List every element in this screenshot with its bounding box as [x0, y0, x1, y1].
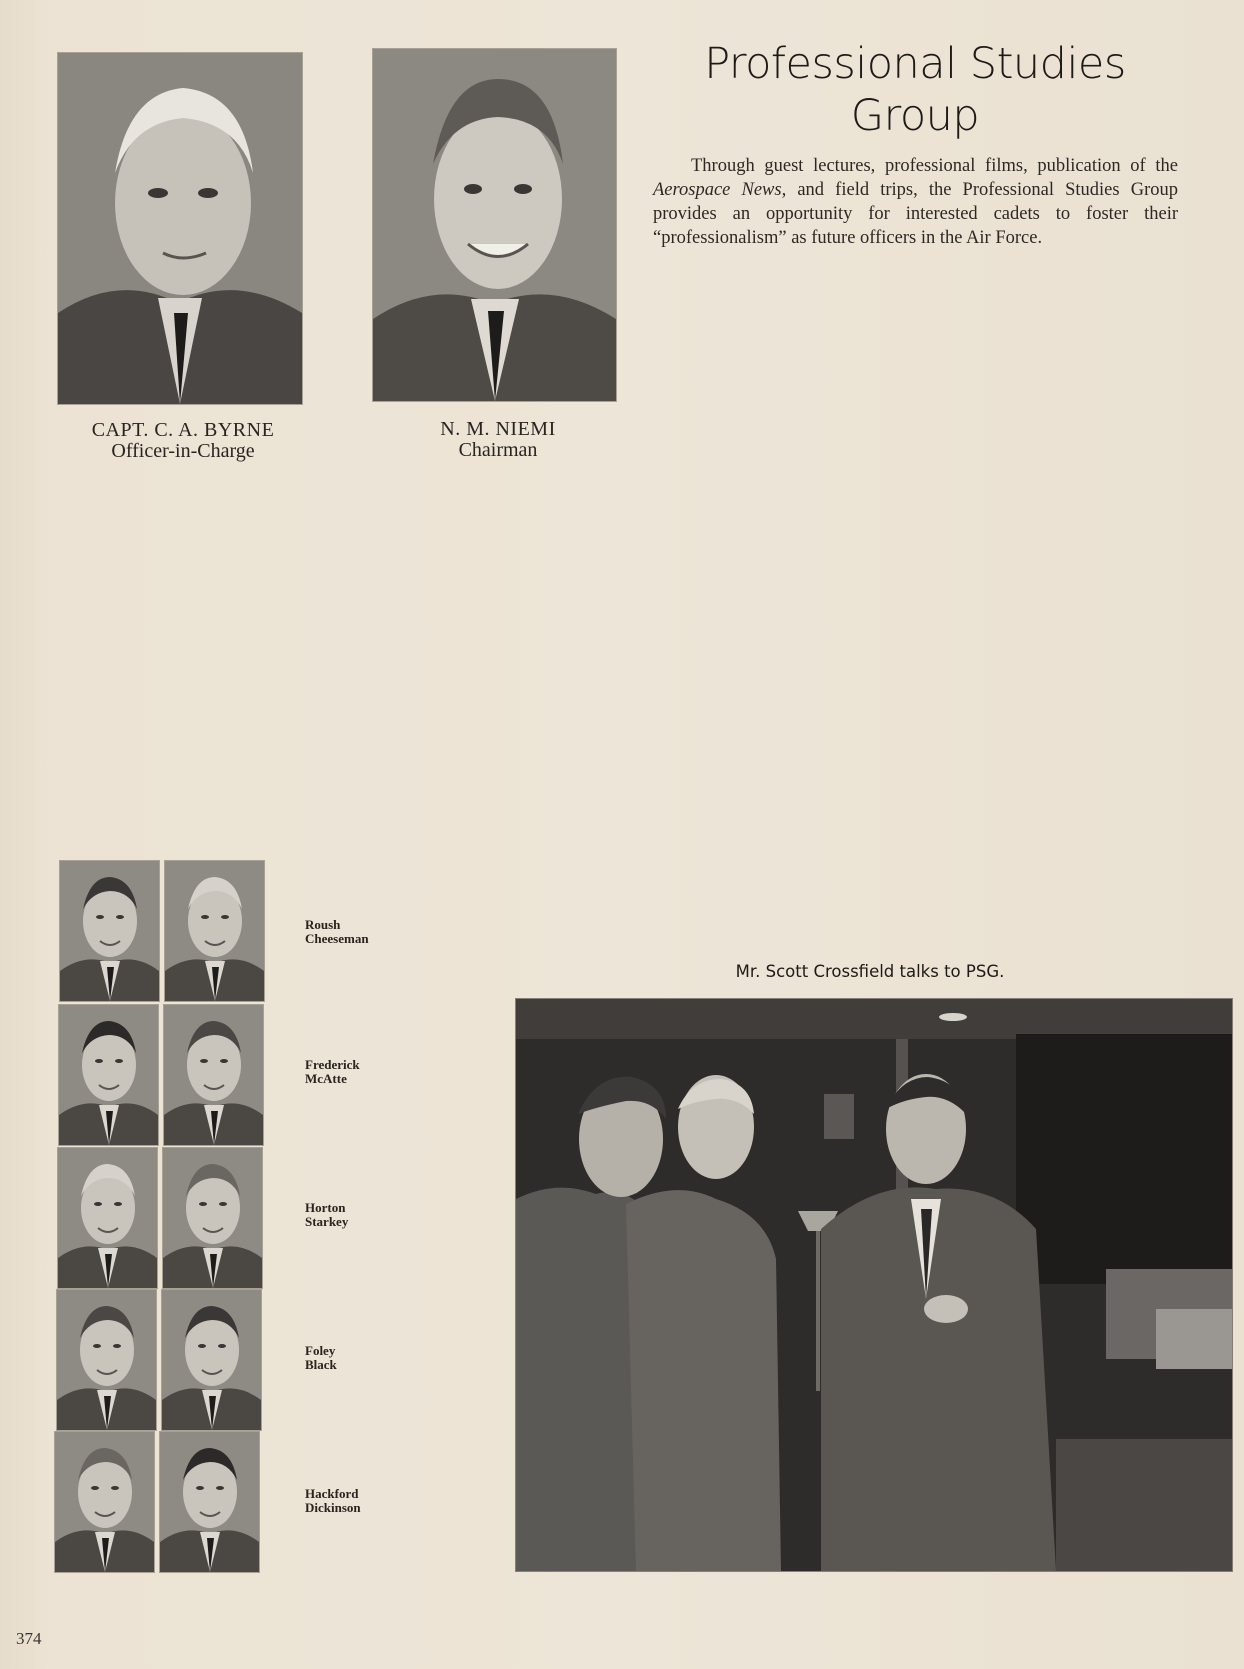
member-portrait — [58, 1148, 157, 1288]
member-name: Hackford — [305, 1486, 359, 1501]
title-line-2: Group — [850, 91, 980, 141]
member-name: Frederick — [305, 1057, 360, 1072]
member-name: Black — [305, 1357, 337, 1372]
title-line-1: Professional Studies — [704, 39, 1126, 89]
group-photo — [516, 999, 1232, 1571]
member-portrait — [162, 1290, 261, 1430]
officer-caption-byrne — [58, 420, 308, 462]
member-portrait — [163, 1148, 262, 1288]
member-portrait — [57, 1290, 156, 1430]
intro-paragraph — [653, 154, 1178, 250]
member-pair-4 — [305, 1344, 337, 1372]
officer-caption-niemi — [373, 419, 623, 461]
member-portrait — [60, 861, 159, 1001]
member-name: Horton — [305, 1200, 346, 1215]
member-name: Dickinson — [305, 1500, 361, 1515]
member-name: Starkey — [305, 1214, 349, 1229]
group-photo-caption: Mr. Scott Crossfield talks to PSG. — [735, 962, 1005, 981]
officer-name: CAPT. C. A. BYRNE — [91, 419, 275, 441]
page-title — [660, 38, 1170, 142]
member-name: Foley — [305, 1343, 336, 1358]
member-name: Cheeseman — [305, 931, 369, 946]
member-portrait — [160, 1432, 259, 1572]
member-name: McAtte — [305, 1071, 347, 1086]
member-pair-1 — [305, 918, 369, 946]
member-pair-3 — [305, 1201, 348, 1229]
page-number: 374 — [16, 1629, 42, 1648]
member-name: Roush — [305, 917, 341, 932]
member-portrait — [164, 1005, 263, 1145]
intro-text-before: Through guest lectures, professional films, publication of the — [691, 156, 1178, 176]
publication-title: Aerospace News, — [653, 180, 787, 200]
portrait-niemi — [373, 49, 616, 401]
officer-role: Chairman — [458, 439, 538, 461]
officer-role: Officer-in-Charge — [111, 440, 255, 462]
member-portrait — [55, 1432, 154, 1572]
member-pair-2 — [305, 1058, 360, 1086]
portrait-byrne — [58, 53, 302, 404]
member-portrait — [165, 861, 264, 1001]
officer-name: N. M. NIEMI — [440, 418, 556, 440]
member-portrait — [59, 1005, 158, 1145]
member-pair-5 — [305, 1487, 361, 1515]
intro-text-after: and field trips, the Professional Studies Group provides an opportunity for interested cadets to foster their “professionalism” as future officers in the Air Force. — [653, 180, 1178, 248]
